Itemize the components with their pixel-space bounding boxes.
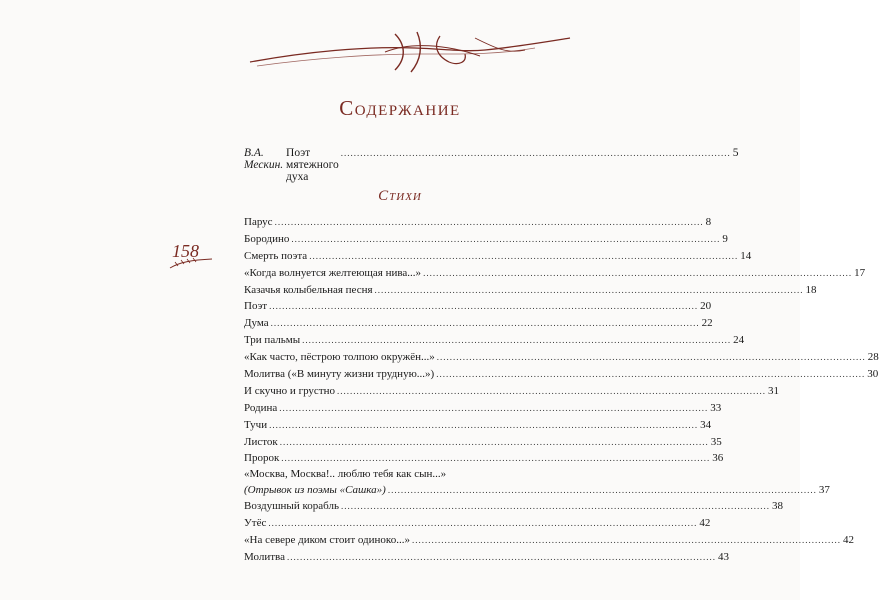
dot-leader: .................................................................................................................................... [337, 385, 767, 396]
entry-title: Смерть поэта [244, 249, 308, 262]
entry-title: Родина [244, 401, 278, 414]
toc-entry[interactable] [244, 515, 711, 532]
dot-leader: .................................................................................................................................... [436, 369, 866, 380]
toc-list [244, 214, 879, 566]
dot-leader: .................................................................................................................................... [281, 453, 711, 464]
intro-author: В.А. Мескин. [244, 147, 284, 171]
page-number: 158 [172, 241, 199, 261]
entry-title: «Когда волнуется желтеющая нива...» [244, 266, 422, 279]
entry-title: «Москва, Москва!.. люблю тебя как сын...» [244, 468, 447, 481]
entry-title: Бородино [244, 232, 290, 245]
dot-leader: .................................................................................................................................... [340, 501, 770, 512]
entry-page-number: 18 [805, 283, 817, 296]
toc-entry[interactable] [244, 467, 830, 498]
entry-page-number: 14 [740, 249, 752, 262]
dot-leader: .................................................................................................................................... [309, 250, 739, 261]
toc-entry[interactable] [244, 400, 722, 417]
entry-page-number: 42 [699, 517, 711, 530]
toc-entry[interactable] [244, 265, 866, 282]
dot-leader: .................................................................................................................................... [286, 552, 716, 563]
dot-leader: .................................................................................................................................... [436, 352, 866, 363]
entry-page-number: 20 [700, 300, 712, 313]
entry-title: Молитва [244, 551, 285, 564]
intro-title: Поэт мятежного духа [286, 147, 339, 183]
toc-entry[interactable] [244, 366, 879, 383]
entry-page-number: 42 [842, 534, 854, 547]
toc-entry[interactable] [244, 315, 713, 332]
entry-page-number: 17 [854, 266, 866, 279]
entry-page-number: 24 [733, 334, 745, 347]
dot-leader: .................................................................................................................................... [269, 301, 699, 312]
entry-title: Поэт [244, 300, 268, 313]
toc-entry[interactable] [244, 349, 879, 366]
entry-page-number: 33 [710, 401, 722, 414]
entry-title: Листок [244, 435, 278, 448]
entry-title: Воздушный корабль [244, 500, 339, 513]
toc-entry[interactable] [244, 549, 729, 566]
toc-entry[interactable] [244, 383, 780, 400]
toc-entry[interactable] [244, 498, 783, 515]
entry-page-number: 8 [705, 216, 712, 228]
entry-title: Пророк [244, 452, 280, 465]
entry-page-number: 22 [701, 317, 713, 330]
dot-leader: .................................................................................................................................... [423, 267, 853, 278]
dot-leader: .................................................................................................................................... [279, 436, 709, 447]
entry-title: Тучи [244, 418, 268, 431]
entry-page-number: 37 [818, 484, 830, 497]
entry-title: «Как часто, пёстрою толпою окружён...» [244, 351, 435, 364]
intro-page-number: 5 [732, 147, 739, 159]
calligraphic-flourish-ornament [245, 28, 575, 76]
entry-title: «На севере диком стоит одиноко...» [244, 534, 410, 547]
toc-entry[interactable] [244, 450, 724, 467]
section-title: Стихи [378, 188, 422, 204]
page-number-flourish-ornament [168, 256, 214, 272]
entry-title: Утёс [244, 517, 267, 530]
entry-title: Три пальмы [244, 334, 301, 347]
toc-entry[interactable] [244, 298, 712, 315]
entry-page-number: 30 [867, 368, 879, 381]
entry-page-number: 36 [712, 452, 724, 465]
toc-entry[interactable] [244, 417, 712, 434]
toc-entry[interactable] [244, 231, 728, 248]
dot-leader: ........................................................................................................................ [340, 148, 731, 158]
dot-leader: .................................................................................................................................... [302, 335, 732, 346]
dot-leader: .................................................................................................................................... [279, 402, 709, 413]
toc-entry[interactable] [244, 332, 745, 349]
entry-page-number: 28 [867, 351, 879, 364]
entry-subtitle: (Отрывок из поэмы «Сашка») [244, 484, 386, 497]
entry-page-number: 43 [717, 551, 729, 564]
dot-leader: .................................................................................................................................... [411, 535, 841, 546]
toc-entry[interactable] [244, 214, 712, 231]
entry-page-number: 34 [700, 418, 712, 431]
dot-leader: .................................................................................................................................... [268, 518, 698, 529]
entry-page-number: 38 [771, 500, 783, 513]
dot-leader: .................................................................................................................................... [270, 318, 700, 329]
intro-entry[interactable] [244, 147, 739, 183]
entry-title: И скучно и грустно [244, 384, 336, 397]
dot-leader: .................................................................................................................................... [291, 233, 721, 244]
contents-heading: Содержание [339, 96, 461, 120]
dot-leader: .................................................................................................................................... [374, 284, 804, 295]
entry-page-number: 35 [710, 435, 722, 448]
entry-title: Молитва («В минуту жизни трудную...») [244, 368, 435, 381]
toc-entry[interactable] [244, 434, 722, 451]
entry-subtitle-line [244, 482, 830, 498]
entry-page-number: 9 [722, 232, 728, 245]
dot-leader: .................................................................................................................................... [269, 419, 699, 430]
entry-title: Дума [244, 317, 269, 330]
dot-leader: .................................................................................................................................... [274, 217, 704, 227]
dot-leader: .................................................................................................................................... [387, 485, 817, 496]
entry-page-number: 31 [768, 384, 780, 397]
toc-entry[interactable] [244, 248, 752, 265]
toc-entry[interactable] [244, 282, 817, 299]
entry-title: Парус [244, 216, 273, 228]
toc-entry[interactable] [244, 532, 854, 549]
entry-title: Казачья колыбельная песня [244, 283, 373, 296]
